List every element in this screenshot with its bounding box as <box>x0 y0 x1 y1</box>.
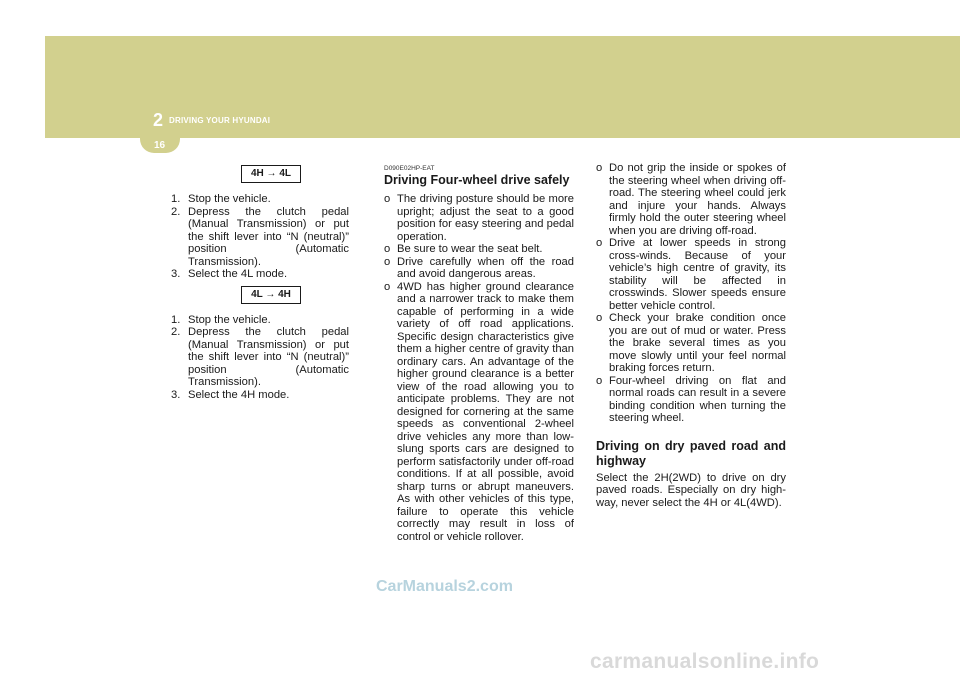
mode-box-4l-to-4h: 4L → 4H <box>241 286 301 304</box>
watermark-carmanualsonline: carmanualsonline.info <box>590 650 820 673</box>
safety-bullet-list <box>384 193 574 543</box>
sub-heading: Driving on dry paved road and highway <box>596 438 786 468</box>
bullet-item: o Do not grip the inside or spokes of the steering wheel when driving off-road. The steering wheel could jerk and injure your hands. Always firmly hold the outer steering wheel when you are driving off-road. <box>596 162 786 237</box>
step-item: 3. Select the 4L mode. <box>171 268 288 280</box>
bullet-item: o 4WD has higher ground clearance and a narrower track to make them capable of performing in a wide variety of off road applications. Specific design characteristics give them a higher centre of gravity than ordinary cars. An advantage of the higher ground clearance is a better view of the road allowing you to anticipate problems. They are not designed for cornering at the same speeds as conventional 2-wheel drive vehicles any more than low-slung sports cars are designed to perform satisfactorily under off-road conditions. If at all possible, avoid sharp turns or abrupt maneuvers. As with other vehicles of this type, failure to operate this vehicle correctly may result in loss of control or vehicle rollover. <box>384 280 574 543</box>
middle-column <box>384 160 574 543</box>
offroad-bullet-list <box>596 162 786 425</box>
left-column <box>171 160 349 401</box>
step-item: 2. Depress the clutch pedal (Manual Transmission) or put the shift lever into “N (neutral)” position (Automatic Transmission). <box>171 205 349 268</box>
bullet-item: o Be sure to wear the seat belt. <box>384 243 543 255</box>
step-item: 3. Select the 4H mode. <box>171 388 290 401</box>
bullet-item: o Drive at lower speeds in strong cross-winds. Because of your vehicle’s high centre of gravity, its stability will be affected in crosswinds. Slower speeds ensure better vehicle control. <box>596 237 786 312</box>
section-heading: Driving Four-wheel drive safely <box>384 173 570 187</box>
chapter-number: 2 <box>153 110 164 130</box>
steps-4h-to-4l <box>171 193 349 281</box>
steps-4l-to-4h <box>171 314 349 402</box>
page-number: 16 <box>154 140 166 151</box>
right-column <box>596 160 786 509</box>
chapter-title: DRIVING YOUR HYUNDAI <box>169 116 271 125</box>
watermark-carmanuals2: CarManuals2.com <box>376 578 513 595</box>
mode-box-4h-to-4l: 4H → 4L <box>241 165 301 183</box>
bullet-item: o Drive carefully when off the road and avoid dangerous areas. <box>384 255 574 280</box>
step-item: 1. Stop the vehicle. <box>171 313 271 326</box>
bullet-item: o Check your brake condition once you are out of mud or water. Press the brake several times as you move slowly until your feel normal braking forces return. <box>596 312 786 374</box>
paragraph: Select the 2H(2WD) to drive on dry paved roads. Especially on dry high-way, never select the 4H or 4L(4WD). <box>596 471 786 509</box>
section-code: D090E02HP-EAT <box>384 165 435 172</box>
bullet-item: o The driving posture should be more upright; adjust the seat to a good position for easy steering and pedal operation. <box>384 193 574 243</box>
step-item: 2. Depress the clutch pedal (Manual Transmission) or put the shift lever into “N (neutral)” position (Automatic Transmission). <box>171 326 349 388</box>
bullet-item: o Four-wheel driving on flat and normal roads can result in a severe binding condition when turning the steering wheel. <box>596 374 786 424</box>
step-item: 1. Stop the vehicle. <box>171 193 271 205</box>
